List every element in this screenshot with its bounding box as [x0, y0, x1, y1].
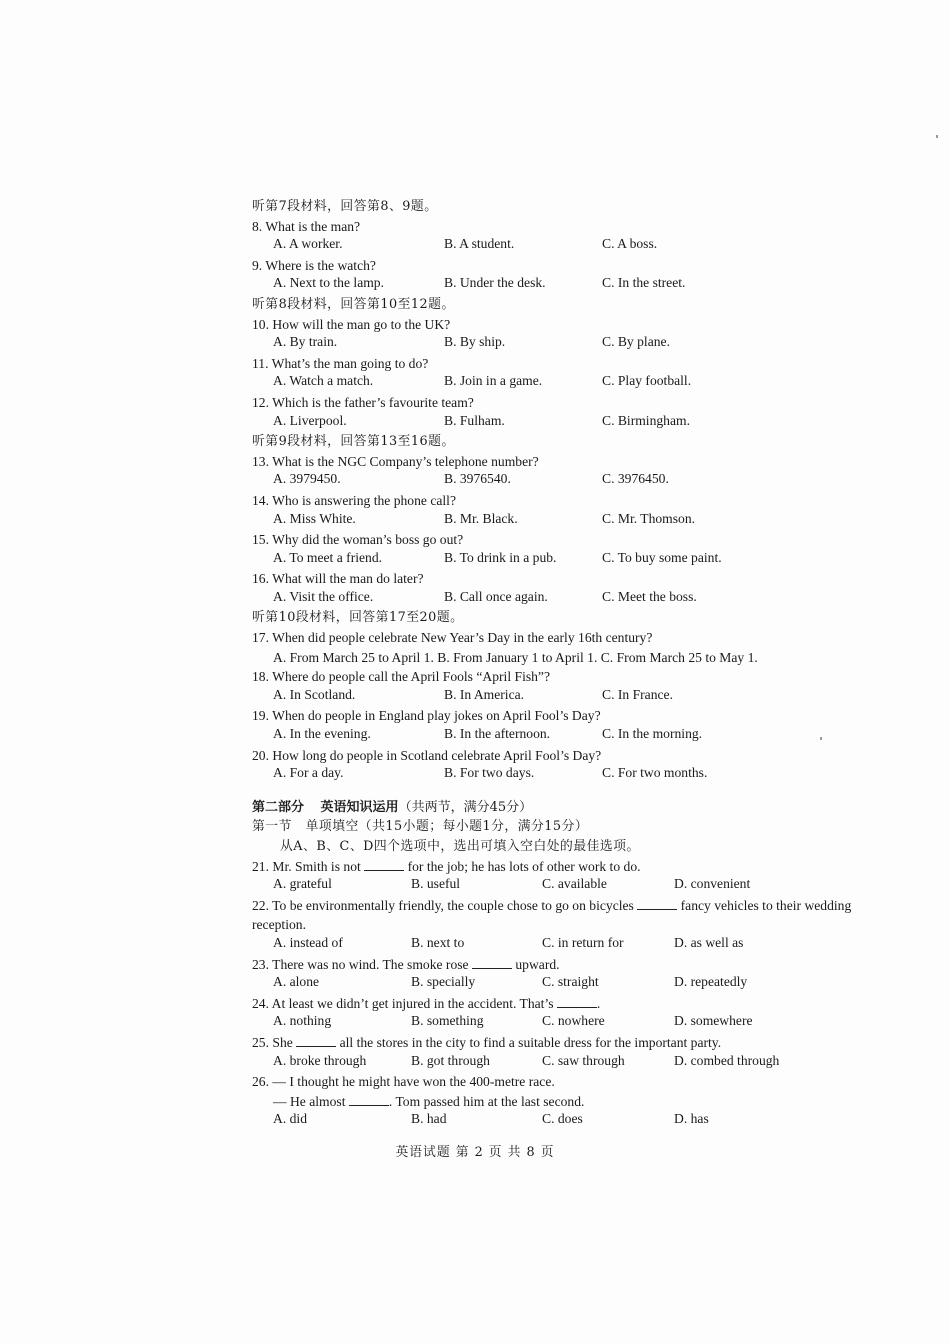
option: A. instead of — [273, 934, 343, 950]
option: B. In the afternoon. — [444, 726, 551, 742]
question-options — [252, 1053, 882, 1073]
option: A. nothing — [273, 1013, 332, 1029]
question-stem — [252, 994, 882, 1014]
option: A. In the evening. — [273, 726, 371, 742]
question-stem: 20. How long do people in Scotland celebrate April Fool’s Day? — [252, 747, 602, 763]
option: A. Miss White. — [273, 510, 356, 526]
option: C. Play football. — [602, 373, 692, 389]
option: B. next to — [411, 934, 465, 950]
question-options — [252, 373, 882, 393]
stem-continuation: reception. — [252, 917, 306, 933]
option: D. has — [674, 1111, 709, 1127]
question-stem: 16. What will the man do later? — [252, 571, 424, 587]
stem-text: for the job; he has lots of other work to do. — [404, 858, 641, 874]
option: B. Under the desk. — [444, 275, 546, 291]
stem-text: . Tom passed him at the last second. — [388, 1093, 585, 1109]
stem-text: 21. Mr. Smith is not — [252, 858, 365, 874]
question-stem: 12. Which is the father’s favourite team? — [252, 394, 474, 410]
part-name: 英语知识运用 — [320, 799, 399, 815]
question-options — [252, 876, 882, 896]
option: A. Liverpool. — [273, 412, 347, 428]
answer-blank — [472, 956, 512, 969]
option: A. alone — [273, 974, 320, 990]
question-stem: 15. Why did the woman’s boss go out? — [252, 532, 464, 548]
option: A. For a day. — [273, 765, 344, 781]
question-stem — [252, 955, 882, 975]
option: A. Next to the lamp. — [273, 275, 384, 291]
option: B. A student. — [444, 236, 515, 252]
scan-speck — [936, 135, 938, 138]
option: B. For two days. — [444, 765, 535, 781]
stem-text: 23. There was no wind. The smoke rose — [252, 956, 472, 972]
option: C. in return for — [542, 934, 624, 950]
stem-text: 22. To be environmentally friendly, the couple chose to go on bicycles — [252, 897, 638, 913]
option: C. available — [542, 876, 607, 892]
stem-text: — He almost — [273, 1093, 349, 1109]
option: B. useful — [411, 876, 461, 892]
option: C. does — [542, 1111, 583, 1127]
question-options — [252, 687, 882, 707]
option: B. By ship. — [444, 334, 506, 350]
option: A. To meet a friend. — [273, 549, 383, 565]
option: B. had — [411, 1111, 447, 1127]
answer-blank — [349, 1093, 389, 1106]
section-heading: 听第10段材料，回答第17至20题。 — [252, 610, 464, 626]
question-stem: 11. What’s the man going to do? — [252, 355, 429, 371]
question-options — [252, 935, 882, 955]
option: B. something — [411, 1013, 484, 1029]
option: B. In America. — [444, 686, 525, 702]
option: C. Birmingham. — [602, 412, 690, 428]
question-options — [252, 550, 882, 570]
stem-text: all the stores in the city to find a suitable dress for the important party. — [336, 1034, 722, 1050]
stem-text: . — [596, 995, 601, 1011]
option: C. 3976450. — [602, 471, 669, 487]
option: B. got through — [411, 1052, 490, 1068]
option: C. To buy some paint. — [602, 549, 722, 565]
answer-blank — [364, 858, 404, 871]
option: C. In the street. — [602, 275, 686, 291]
question-options — [252, 765, 882, 785]
question-options — [252, 726, 882, 746]
question-stem — [252, 1033, 882, 1053]
option: D. repeatedly — [674, 974, 748, 990]
option: C. saw through — [542, 1052, 625, 1068]
section-heading: 听第8段材料，回答第10至12题。 — [252, 296, 455, 312]
answer-blank — [637, 897, 677, 910]
option: B. specially — [411, 974, 476, 990]
option: C. For two months. — [602, 765, 708, 781]
option: D. convenient — [674, 876, 751, 892]
part-label: 第二部分 — [252, 799, 305, 815]
option: B. Fulham. — [444, 412, 505, 428]
option: A. Watch a match. — [273, 373, 374, 389]
page-footer: 英语试题 第 2 页 共 8 页 — [395, 1145, 555, 1160]
option: C. Meet the boss. — [602, 588, 697, 604]
exam-content — [252, 197, 882, 1131]
spacer — [252, 785, 882, 798]
dialogue-line — [252, 1092, 882, 1112]
section-title — [252, 817, 882, 837]
question-options — [252, 275, 882, 295]
question-stem: 26. — I thought he might have won the 400-metre race. — [252, 1074, 555, 1090]
option: A. did — [273, 1111, 307, 1127]
stem-text: upward. — [511, 956, 560, 972]
option: C. straight — [542, 974, 599, 990]
question-stem: 17. When did people celebrate New Year’s Day in the early 16th century? — [252, 630, 653, 646]
answer-blank — [557, 995, 597, 1008]
question-options: A. From March 25 to April 1. B. From January 1 to April 1. C. From March 25 to May 1. — [273, 649, 758, 665]
question-stem: 8. What is the man? — [252, 218, 361, 234]
question-options — [252, 471, 882, 491]
question-options — [252, 236, 882, 256]
option: B. Join in a game. — [444, 373, 543, 389]
part-title — [252, 798, 882, 818]
question-stem — [252, 857, 882, 877]
stem-text: fancy vehicles to their wedding — [677, 897, 852, 913]
question-stem: 9. Where is the watch? — [252, 257, 376, 273]
option: D. somewhere — [674, 1013, 753, 1029]
option: C. By plane. — [602, 334, 670, 350]
question-options — [252, 413, 882, 433]
stem-text: 24. At least we didn’t get injured in the accident. That’s — [252, 995, 557, 1011]
option: A. By train. — [273, 334, 338, 350]
question-stem: 14. Who is answering the phone call? — [252, 492, 456, 508]
instruction: 从A、B、C、D四个选项中，选出可填入空白处的最佳选项。 — [280, 839, 640, 854]
section-heading: 听第9段材料，回答第13至16题。 — [252, 434, 455, 450]
option: C. nowhere — [542, 1013, 605, 1029]
stem-text: 25. She — [252, 1034, 297, 1050]
question-stem — [252, 896, 882, 916]
scan-speck — [820, 737, 822, 740]
option: A. A worker. — [273, 236, 343, 252]
section-desc: 单项填空（共15小题；每小题1分，满分15分） — [305, 819, 589, 835]
option: B. Mr. Black. — [444, 510, 518, 526]
question-stem: 13. What is the NGC Company’s telephone number? — [252, 453, 539, 469]
question-options — [252, 1013, 882, 1033]
part-score: （共两节，满分45分） — [398, 799, 533, 815]
option: C. A boss. — [602, 236, 658, 252]
option: A. In Scotland. — [273, 686, 356, 702]
question-stem: 18. Where do people call the April Fools “April Fish”? — [252, 669, 550, 685]
option: B. Call once again. — [444, 588, 548, 604]
question-options — [252, 589, 882, 609]
question-options — [252, 334, 882, 354]
question-options — [252, 974, 882, 994]
question-options — [252, 511, 882, 531]
option: C. Mr. Thomson. — [602, 510, 696, 526]
option: A. broke through — [273, 1052, 367, 1068]
option: A. 3979450. — [273, 471, 341, 487]
option: D. combed through — [674, 1052, 780, 1068]
option: A. grateful — [273, 876, 332, 892]
question-stem: 10. How will the man go to the UK? — [252, 316, 451, 332]
option: C. In France. — [602, 686, 673, 702]
option: D. as well as — [674, 934, 744, 950]
option: C. In the morning. — [602, 726, 703, 742]
question-stem: 19. When do people in England play jokes on April Fool’s Day? — [252, 708, 601, 724]
option: A. Visit the office. — [273, 588, 374, 604]
option: B. 3976540. — [444, 471, 511, 487]
answer-blank — [296, 1034, 336, 1047]
section-label: 第一节 — [252, 819, 292, 835]
question-options — [252, 1111, 882, 1131]
section-heading: 听第7段材料，回答第8、9题。 — [252, 199, 438, 214]
option: B. To drink in a pub. — [444, 549, 557, 565]
